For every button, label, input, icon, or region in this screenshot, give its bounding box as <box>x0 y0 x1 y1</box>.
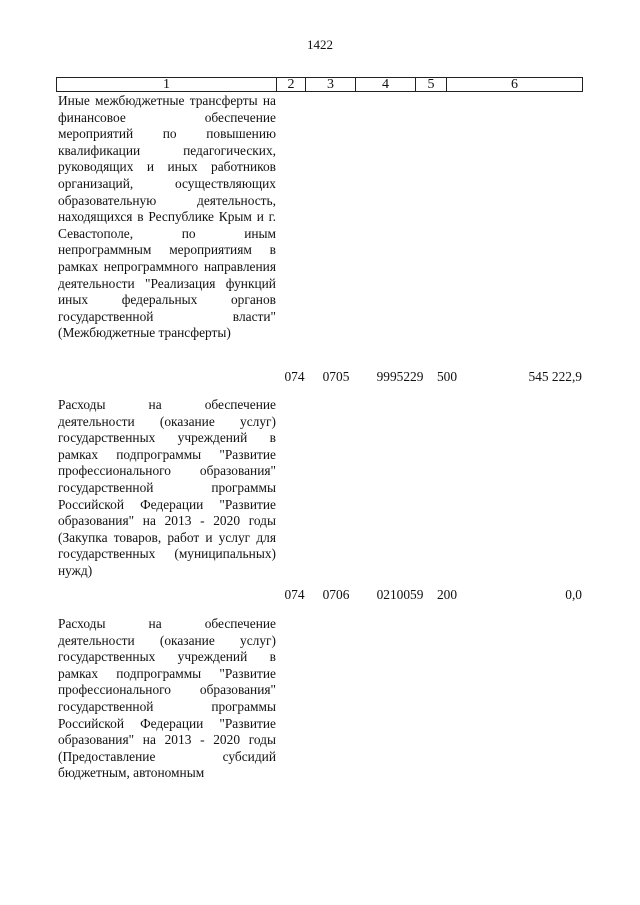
target-article-code: 9995229 <box>376 369 424 384</box>
row-description: Расходы на обеспечение деятельности (оказание услуг) государственных учреждений в рамках подпрограммы "Развитие профессионального образования" государственной программы Российской Федерации "Развитие образования" на 2013 - 2020 годы (Закупка товаров, работ и услуг для государственных (муниципальных) нужд) <box>58 397 276 578</box>
ministry-code: 074 <box>284 369 305 384</box>
column-header-1: 1 <box>57 78 277 92</box>
column-header-5: 5 <box>416 78 447 92</box>
column-header-table <box>56 77 583 92</box>
page-number: 1422 <box>307 37 333 52</box>
expense-type-code: 500 <box>436 369 458 384</box>
column-header-3: 3 <box>306 78 356 92</box>
amount: 545 222,9 <box>528 369 582 384</box>
amount: 0,0 <box>565 587 582 602</box>
column-header-4: 4 <box>356 78 416 92</box>
section-code: 0705 <box>322 369 350 384</box>
row-description: Расходы на обеспечение деятельности (оказание услуг) государственных учреждений в рамках подпрограммы "Развитие профессионального образования" государственной программы Российской Федерации "Развитие образования" на 2013 - 2020 годы (Предоставление субсидий бюджетным, автономным <box>58 616 276 781</box>
section-code: 0706 <box>322 587 350 602</box>
row-description: Иные межбюджетные трансферты на финансовое обеспечение мероприятий по повышению квалификации педагогических, руководящих и иных работников организаций, осуществляющих образовательную деятельность, находящихся в Республике Крым и г. Севастополе, по иным непрограммным мероприятиям в рамках непрограммного направления деятельности "Реализация функций иных федеральных органов государственной власти" (Межбюджетные трансферты) <box>58 93 277 341</box>
column-header-6: 6 <box>447 78 583 92</box>
expense-type-code: 200 <box>436 587 458 602</box>
column-header-2: 2 <box>277 78 306 92</box>
ministry-code: 074 <box>284 587 305 602</box>
target-article-code: 0210059 <box>376 587 424 602</box>
